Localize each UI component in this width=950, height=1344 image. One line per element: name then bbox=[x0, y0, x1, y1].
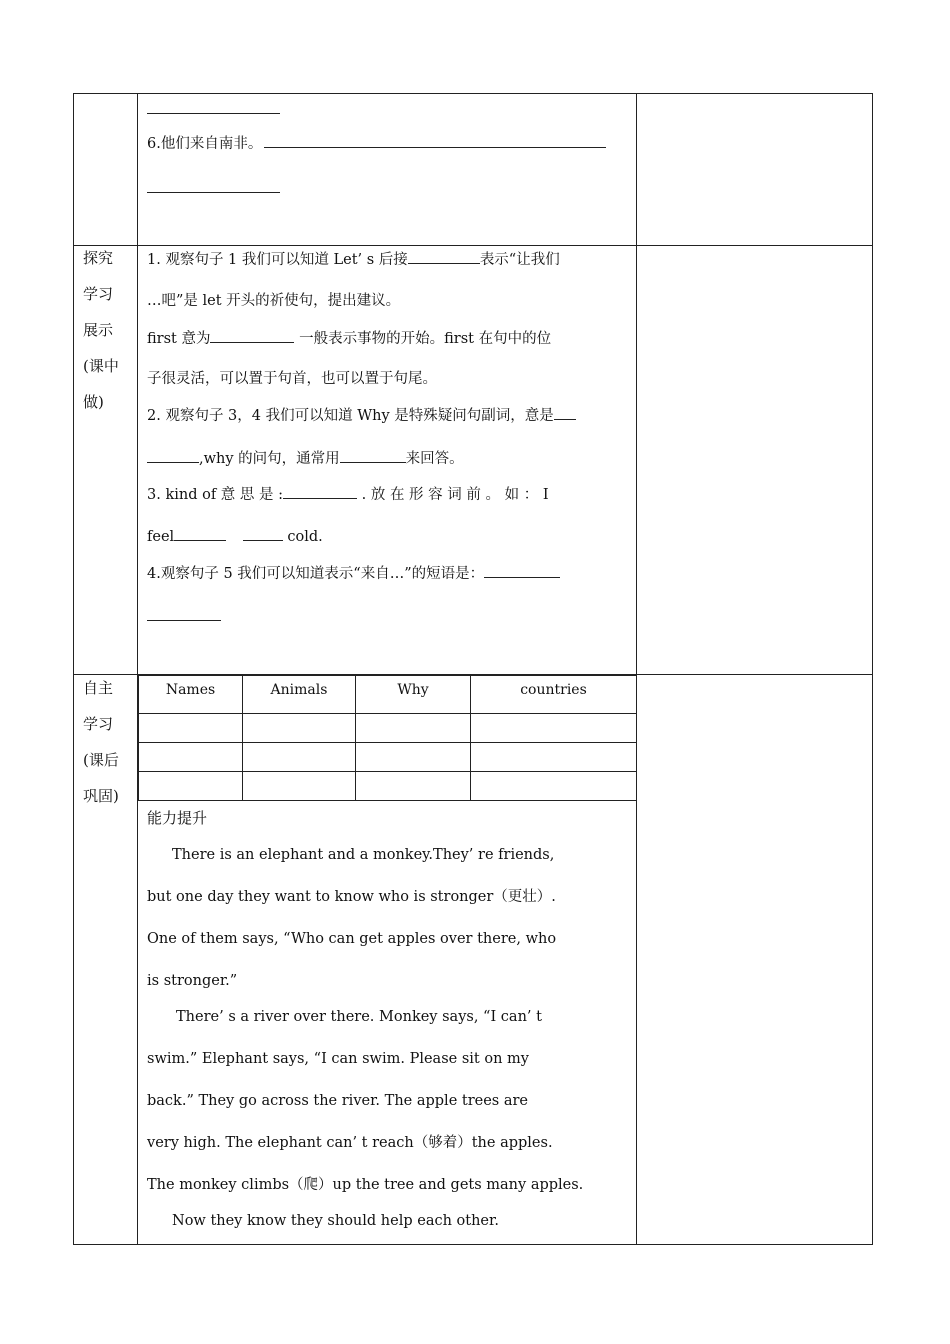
label-line: (课后 bbox=[83, 751, 119, 769]
table-cell[interactable] bbox=[139, 743, 243, 772]
text: . 放 在 形 容 词 前 。 如 ： I bbox=[357, 487, 549, 503]
answer-blank[interactable] bbox=[554, 406, 576, 420]
table-cell[interactable] bbox=[471, 714, 637, 743]
explore-line-4: 子很灵活，可以置于句首，也可以置于句尾。 bbox=[147, 371, 437, 387]
table-header-row bbox=[139, 676, 637, 714]
text: 一般表示事物的开始。first 在句中的位 bbox=[294, 331, 552, 347]
answer-blank[interactable] bbox=[264, 134, 606, 148]
explore-line-9 bbox=[147, 564, 560, 583]
table-cell[interactable] bbox=[243, 743, 356, 772]
header-names: Names bbox=[139, 676, 243, 714]
answer-blank[interactable] bbox=[210, 329, 294, 343]
answer-blank[interactable] bbox=[340, 449, 406, 463]
table-cell[interactable] bbox=[356, 714, 471, 743]
label-line: (课中 bbox=[83, 357, 119, 375]
explore-line-5 bbox=[147, 406, 576, 425]
table-row bbox=[139, 772, 637, 801]
table-cell[interactable] bbox=[471, 743, 637, 772]
animals-table bbox=[138, 675, 637, 801]
table-cell[interactable] bbox=[139, 772, 243, 801]
column-divider-right bbox=[636, 93, 637, 1245]
explore-line-6 bbox=[147, 449, 464, 468]
text: 2. 观察句子 3，4 我们可以知道 Why 是特殊疑问句副词，意是 bbox=[147, 408, 554, 424]
passage-line-1: There is an elephant and a monkey.They’ re friends, bbox=[172, 847, 555, 863]
label-line: 学习 bbox=[83, 715, 114, 733]
passage-line-4: is stronger.” bbox=[147, 973, 238, 989]
answer-blank[interactable] bbox=[147, 607, 221, 621]
label-line: 学习 bbox=[83, 285, 114, 303]
passage-line-9: The monkey climbs（爬）up the tree and gets many apples. bbox=[147, 1177, 584, 1193]
text: 来回答。 bbox=[405, 451, 464, 467]
answer-blank[interactable] bbox=[243, 527, 283, 541]
explore-line-7 bbox=[147, 485, 549, 504]
text: 1. 观察句子 1 我们可以知道 Let’ s 后接 bbox=[147, 252, 408, 268]
label-line: 巩固) bbox=[83, 787, 119, 805]
column-divider-left bbox=[137, 93, 138, 1245]
label-line: 做) bbox=[83, 393, 104, 411]
row-divider-1 bbox=[73, 245, 873, 246]
passage-line-6: swim.” Elephant says, “I can swim. Please sit on my bbox=[147, 1051, 529, 1067]
passage-line-8: very high. The elephant can’ t reach（够着）the apples. bbox=[147, 1135, 553, 1151]
table-cell[interactable] bbox=[471, 772, 637, 801]
passage-line-7: back.” They go across the river. The apple trees are bbox=[147, 1093, 529, 1109]
text: 4.观察句子 5 我们可以知道表示“来自…”的短语是： bbox=[147, 566, 485, 582]
section-heading: 能力提升 bbox=[147, 809, 208, 827]
header-countries: countries bbox=[471, 676, 637, 714]
header-why: Why bbox=[356, 676, 471, 714]
answer-blank[interactable] bbox=[147, 449, 199, 463]
table-row bbox=[139, 743, 637, 772]
table-cell[interactable] bbox=[243, 772, 356, 801]
text: ,why 的问句，通常用 bbox=[199, 451, 340, 467]
row-label-explore bbox=[83, 240, 133, 420]
text: 3. kind of 意 思 是 : bbox=[147, 487, 284, 503]
label-line: 探究 bbox=[83, 249, 114, 267]
translation-item-text: 6.他们来自南非。 bbox=[147, 136, 263, 152]
passage-line-5: There’ s a river over there. Monkey says, “I can’ t bbox=[176, 1009, 542, 1025]
table-cell[interactable] bbox=[243, 714, 356, 743]
translation-item-6 bbox=[147, 134, 606, 153]
answer-blank[interactable] bbox=[147, 179, 280, 193]
answer-blank[interactable] bbox=[147, 100, 280, 114]
table-cell[interactable] bbox=[356, 743, 471, 772]
answer-blank[interactable] bbox=[484, 564, 560, 578]
explore-line-3 bbox=[147, 329, 551, 348]
explore-line-1 bbox=[147, 250, 560, 269]
answer-blank[interactable] bbox=[408, 250, 480, 264]
table-row bbox=[139, 714, 637, 743]
answer-blank[interactable] bbox=[283, 485, 357, 499]
label-line: 展示 bbox=[83, 321, 114, 339]
row-label-self-study bbox=[83, 670, 133, 814]
text: first 意为 bbox=[147, 331, 211, 347]
passage-line-2: but one day they want to know who is stronger（更壮）. bbox=[147, 889, 556, 905]
table-cell[interactable] bbox=[356, 772, 471, 801]
passage-line-3: One of them says, “Who can get apples over there, who bbox=[147, 931, 557, 947]
explore-line-2: …吧”是 let 开头的祈使句，提出建议。 bbox=[147, 293, 401, 309]
answer-blank[interactable] bbox=[174, 527, 226, 541]
label-line: 自主 bbox=[83, 679, 114, 697]
text: 表示“让我们 bbox=[479, 252, 560, 268]
table-cell[interactable] bbox=[139, 714, 243, 743]
explore-line-8 bbox=[147, 527, 323, 546]
header-animals: Animals bbox=[243, 676, 356, 714]
text: feel bbox=[147, 529, 175, 545]
text: cold. bbox=[287, 529, 323, 545]
passage-line-10: Now they know they should help each other. bbox=[172, 1213, 499, 1229]
